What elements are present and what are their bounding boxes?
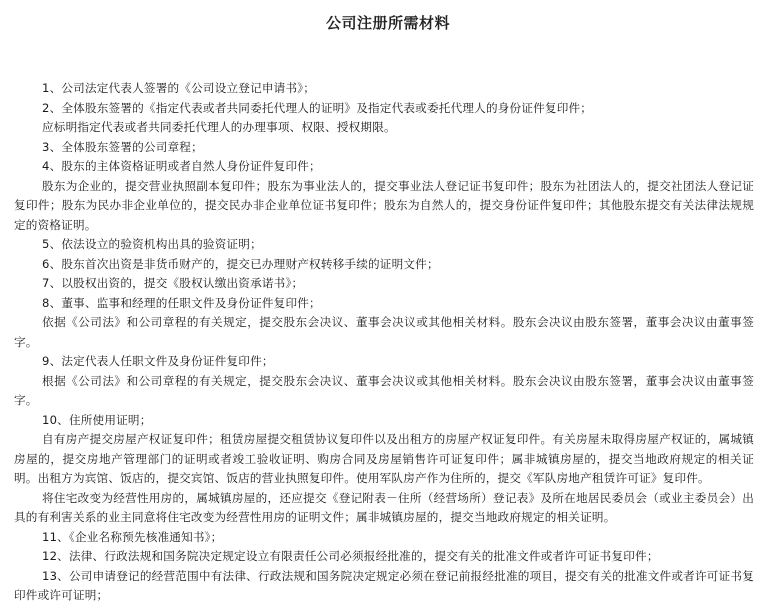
item-8-detail: 依据《公司法》和公司章程的有关规定，提交股东会决议、董事会决议或其他相关材料。股东会决议由股东签署，董事会决议由董事签字。 bbox=[14, 315, 754, 349]
item-2-note: 应标明指定代表或者共同委托代理人的办理事项、权限、授权期限。 bbox=[42, 120, 396, 134]
item-8: 8、董事、监事和经理的任职文件及身份证件复印件； bbox=[42, 295, 321, 310]
item-10-residence: 将住宅改变为经营性用房的，属城镇房屋的，还应提交《登记附表－住所（经营场所）登记表》及所在地居民委员会（或业主委员会）出具的有利害关系的业主同意将住宅改变为经营性用房的证明文件；属非城镇房屋的，提交当地政府规定的相关证明。 bbox=[14, 490, 754, 524]
item-1: 1、公司法定代表人签署的《公司设立登记申请书》； bbox=[42, 81, 316, 95]
item-12: 12、法律、行政法规和国务院决定规定设立有限责任公司必须报经批准的，提交有关的批准文件或者许可证书复印件； bbox=[42, 549, 659, 563]
item-2: 2、全体股东签署的《指定代表或者共同委托代理人的证明》及指定代表或委托代理人的身份证件复印件； bbox=[42, 100, 593, 115]
item-9: 9、法定代表人任职文件及身份证件复印件； bbox=[42, 354, 274, 368]
item-10: 10、住所使用证明； bbox=[42, 412, 152, 427]
item-5: 5、依法设立的验资机构出具的验资证明； bbox=[42, 237, 262, 251]
document-title: 公司注册所需材料 bbox=[325, 14, 450, 32]
item-3: 3、全体股东签署的公司章程； bbox=[42, 139, 203, 154]
item-6: 6、股东首次出资是非货币财产的，提交已办理财产权转移手续的证明文件； bbox=[42, 256, 439, 271]
item-9-detail: 根据《公司法》和公司章程的有关规定，提交股东会决议、董事会决议或其他相关材料。股东会决议由股东签署，董事会决议由董事签字。 bbox=[14, 373, 754, 407]
item-13: 13、公司申请登记的经营范围中有法律、行政法规和国务院决定规定必须在登记前报经批准的项目，提交有关的批准文件或者许可证书复印件或许可证明； bbox=[14, 568, 754, 602]
item-4: 4、股东的主体资格证明或者自然人身份证件复印件； bbox=[42, 159, 321, 173]
item-10-detail: 自有房产提交房屋产权证复印件；租赁房屋提交租赁协议复印件以及出租方的房屋产权证复印件。有关房屋未取得房屋产权证的，属城镇房屋的，提交房地产管理部门的证明或者竣工验收证明、购房合同及房屋销售许可证复印件；属非城镇房屋的，提交当地政府规定的相关证明。出租方为宾馆、饭店的，提交宾馆、饭店的营业执照复印件。使用军队房产作为住所的，提交《军队房地产租赁许可证》复印件。 bbox=[14, 432, 754, 485]
item-11: 11、《企业名称预先核准通知书》； bbox=[42, 529, 223, 544]
item-4-detail: 股东为企业的，提交营业执照副本复印件；股东为事业法人的，提交事业法人登记证书复印件；股东为社团法人的，提交社团法人登记证复印件；股东为民办非企业单位的，提交民办非企业单位证书复印件；股东为自然人的，提交身份证件复印件；其他股东提交有关法律法规规定的资格证明。 bbox=[14, 178, 754, 232]
document-body bbox=[14, 79, 754, 606]
item-7: 7、以股权出资的，提交《股权认缴出资承诺书》； bbox=[42, 276, 304, 290]
